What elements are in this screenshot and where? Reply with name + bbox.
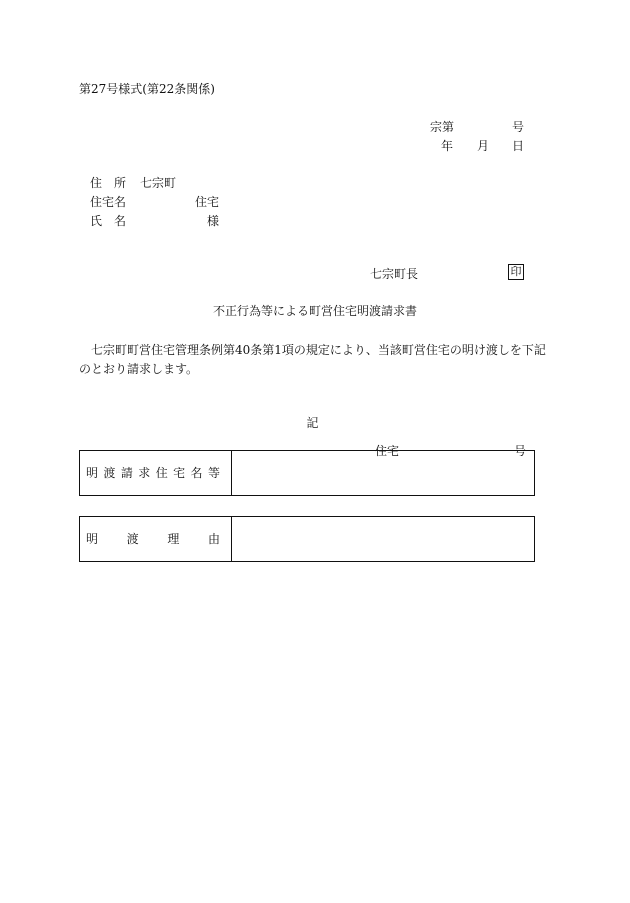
ki-heading: 記: [306, 416, 319, 430]
reference-date: [441, 139, 524, 153]
seal-mark: 印: [508, 264, 524, 280]
body-text: 七宗町町営住宅管理条例第40条第1項の規定により、当該町営住宅の明け渡しを下記のとおり請求します。: [79, 343, 546, 376]
housing-table-value: [232, 444, 535, 496]
label-char: 名: [190, 465, 203, 480]
date-month: 月: [477, 139, 490, 153]
label-char: 明: [86, 465, 99, 480]
date-day: 日: [512, 139, 525, 153]
address-row: [90, 176, 176, 190]
reason-table-label: [80, 517, 232, 562]
label-char: 渡: [103, 465, 116, 480]
housing-row: [90, 195, 219, 209]
name-label: 氏 名: [90, 214, 127, 228]
address-label: 住 所: [90, 176, 127, 190]
issuer-title: 七宗町長: [370, 267, 419, 281]
reference-number: [430, 120, 524, 134]
housing-table-label: [80, 451, 232, 496]
reference-suffix: 号: [512, 120, 525, 134]
reference-prefix: 宗第: [430, 120, 455, 134]
name-suffix: 様: [207, 214, 220, 228]
housing-value-label: 住宅: [375, 444, 400, 458]
address-value: 七宗町: [140, 176, 177, 190]
housing-number-label: 号: [514, 444, 527, 458]
reason-table: [79, 516, 535, 562]
document-title: 不正行為等による町営住宅明渡請求書: [212, 304, 417, 318]
housing-table: [79, 444, 535, 496]
form-number: 第27号様式(第22条関係): [79, 82, 215, 96]
label-char: 明: [86, 531, 99, 546]
label-char: 求: [138, 465, 151, 480]
label-char: 住: [155, 465, 168, 480]
label-char: 等: [207, 465, 220, 480]
reason-table-value: [232, 517, 535, 562]
label-char: 請: [120, 465, 133, 480]
name-row: [90, 214, 219, 228]
date-year: 年: [441, 139, 454, 153]
label-char: 理: [167, 531, 180, 546]
label-char: 宅: [173, 465, 186, 480]
label-char: 由: [207, 531, 220, 546]
label-char: 渡: [126, 531, 139, 546]
housing-suffix: 住宅: [195, 195, 220, 209]
housing-label: 住宅名: [90, 195, 127, 209]
